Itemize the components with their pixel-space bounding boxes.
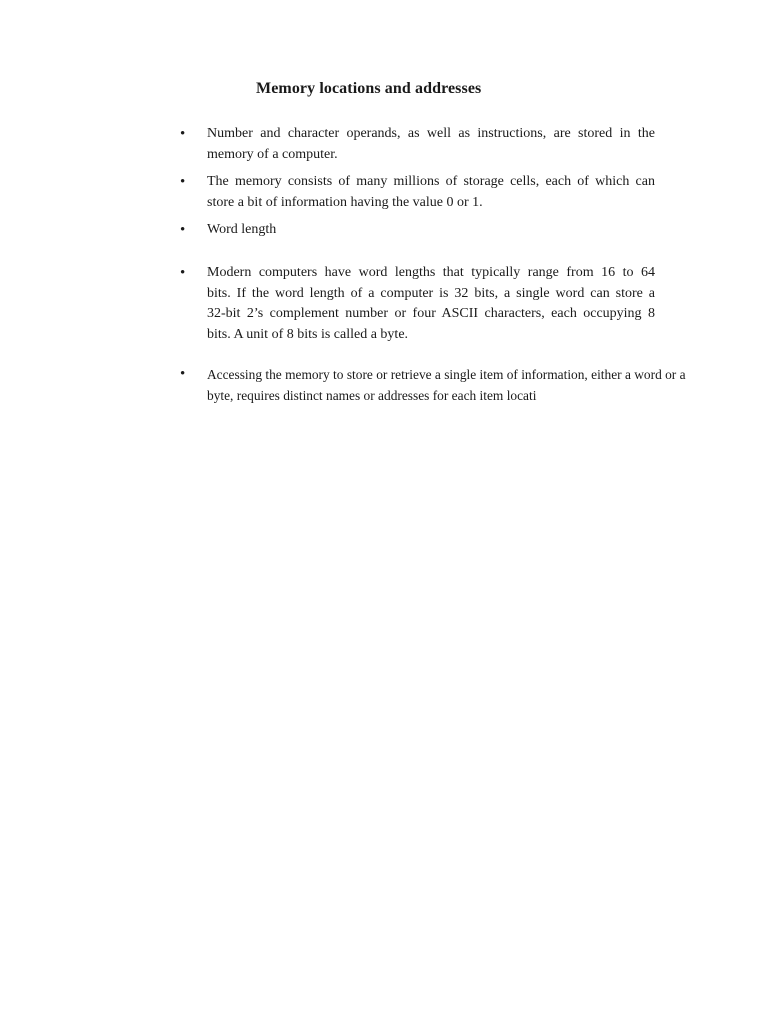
bullet-icon: • bbox=[180, 366, 186, 382]
bullet-icon: • bbox=[180, 126, 186, 142]
text-line: Modern computers have word lengths that typically range from 16 to 64 bbox=[207, 265, 655, 280]
text-line: Number and character operands, as well as instructions, are stored in the bbox=[207, 126, 655, 141]
bullet-icon: • bbox=[180, 222, 186, 238]
text-line: Word length bbox=[207, 222, 277, 237]
bullet-text bbox=[207, 124, 655, 165]
text-line: 32-bit 2’s complement number or four ASCII characters, each occupying 8 bbox=[207, 306, 655, 321]
bullet-text bbox=[207, 263, 655, 345]
text-line: store a bit of information having the value 0 or 1. bbox=[207, 194, 483, 210]
text-line: Accessing the memory to store or retrieve a single item of information, either a word or a bbox=[207, 367, 686, 382]
text-line: The memory consists of many millions of storage cells, each of which can bbox=[207, 174, 655, 189]
bullet-text bbox=[207, 172, 655, 213]
bullet-icon: • bbox=[180, 265, 186, 281]
bullet-text bbox=[207, 220, 655, 241]
text-line: memory of a computer. bbox=[207, 146, 338, 162]
text-line: byte, requires distinct names or addresses for each item locati bbox=[207, 388, 537, 403]
text-line: bits. A unit of 8 bits is called a byte. bbox=[207, 326, 409, 342]
bullet-icon: • bbox=[180, 174, 186, 190]
text-line: bits. If the word length of a computer is 32 bits, a single word can store a bbox=[207, 285, 655, 301]
page-title: Memory locations and addresses bbox=[256, 80, 482, 97]
bullet-text bbox=[207, 364, 719, 406]
